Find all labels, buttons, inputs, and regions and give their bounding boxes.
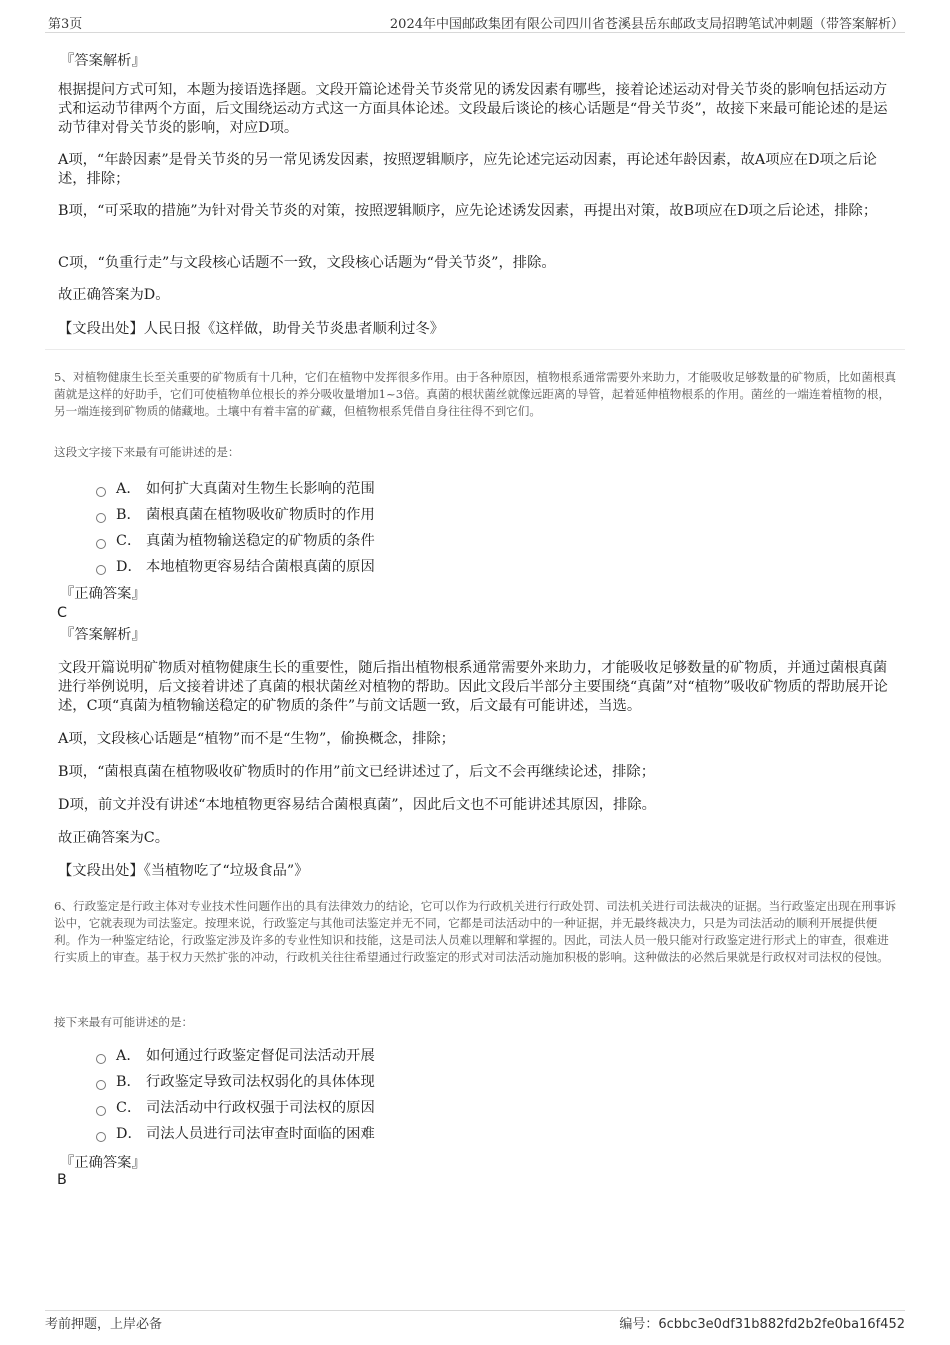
document-title: 2024年中国邮政集团有限公司四川省苍溪县岳东邮政支局招聘笔试冲刺题（带答案解析） — [389, 17, 904, 32]
code-value: 6cbbc3e0df31b882fd2b2fe0ba16f452 — [658, 1317, 905, 1332]
question-5-stem: 5、对植物健康生长至关重要的矿物质有十几种，它们在植物中发挥很多作用。由于各种原因，植物根系通常需要外来助力，才能吸收足够数量的矿物质，比如菌根真菌就是这样的好助手，它们可使植物单位根长的养分吸收量增加1~3倍。真菌的根状菌丝就像远距离的导管，起着延伸植物根系的作用。菌丝的一端连着植物的根，另一端连接到矿物质的储藏地。土壤中有着丰富的矿藏，但植物根系凭借自身往往得不到它们。 — [54, 370, 897, 418]
radio-icon[interactable] — [96, 1080, 106, 1090]
analysis-option-b: B项，“菌根真菌在植物吸收矿物质时的作用”前文已经讲述过了，后文不会再继续论述，排除； — [58, 764, 655, 780]
question-6-stem: 6、行政鉴定是行政主体对专业技术性问题作出的具有法律效力的结论，它可以作为行政机关进行行政处罚、司法机关进行司法裁决的证据。当行政鉴定出现在刑事诉讼中，它就表现为司法鉴定。按理来说，行政鉴定与其他司法鉴定并无不同，它都是司法活动中的一种证据，并无最终裁决力，只是为司法活动的顺利开展提供便利。作为一种鉴定结论，行政鉴定涉及许多的专业性知识和技能，这是司法人员难以理解和掌握的。因此，司法人员一般只能对行政鉴定进行形式上的审查，很难进行实质上的审查。基于权力天然扩张的冲动，行政机关往往希望通过行政鉴定的形式对司法活动施加积极的影响。这种做法的必然后果就是行政权对司法权的侵蚀。 — [54, 899, 897, 964]
radio-icon[interactable] — [96, 1132, 106, 1142]
option-text: 司法活动中行政权强于司法权的原因 — [146, 1100, 375, 1116]
option-letter: D． — [116, 559, 142, 575]
analysis-paragraph: 根据提问方式可知，本题为接语选择题。文段开篇论述骨关节炎常见的诱发因素有哪些，接着论述运动对骨关节炎的影响包括运动方式和运动节律两个方面，后文围绕运动方式这一方面具体论述。文段最后谈论的核心话题是“骨关节炎”，故接下来最可能论述的是运动节律对骨关节炎的影响，对应D项。 — [58, 82, 888, 136]
option-text: 本地植物更容易结合菌根真菌的原因 — [146, 559, 375, 575]
option-letter: A． — [116, 1048, 141, 1064]
q5-option-d[interactable] — [96, 558, 375, 577]
analysis-option-a: A项，文段核心话题是“植物”而不是“生物”，偷换概念，排除； — [58, 731, 455, 747]
page-number: 第3页 — [48, 17, 83, 32]
option-text: 真菌为植物输送稳定的矿物质的条件 — [146, 533, 375, 549]
option-text: 如何扩大真菌对生物生长影响的范围 — [146, 481, 375, 497]
header-divider — [45, 32, 905, 33]
question-5-prompt: 这段文字接下来最有可能讲述的是： — [54, 445, 240, 459]
analysis-option-c: C项，“负重行走”与文段核心话题不一致，文段核心话题为“骨关节炎”，排除。 — [58, 255, 556, 271]
correct-answer: C — [57, 605, 67, 621]
conclusion: 故正确答案为C。 — [58, 830, 170, 846]
option-letter: B． — [116, 1074, 141, 1090]
q6-option-c[interactable] — [96, 1099, 375, 1118]
analysis-option-b: B项，“可采取的措施”为针对骨关节炎的对策，按照逻辑顺序，应先论述诱发因素，再提出对策，故B项应在D项之后论述，排除； — [58, 203, 878, 219]
document-code — [619, 1313, 905, 1332]
source-citation: 【文段出处】人民日报《这样做，助骨关节炎患者顺利过冬》 — [58, 321, 445, 337]
radio-icon[interactable] — [96, 487, 106, 497]
option-letter: D． — [116, 1126, 142, 1142]
analysis-option-a: A项，“年龄因素”是骨关节炎的另一常见诱发因素，按照逻辑顺序，应先论述完运动因素，再论述年龄因素，故A项应在D项之后论述，排除； — [58, 152, 877, 187]
radio-icon[interactable] — [96, 513, 106, 523]
option-letter: A． — [116, 481, 141, 497]
correct-answer: B — [57, 1172, 67, 1188]
radio-icon[interactable] — [96, 539, 106, 549]
q5-option-a[interactable] — [96, 480, 375, 499]
option-text: 行政鉴定导致司法权弱化的具体体现 — [146, 1074, 375, 1090]
q6-option-a[interactable] — [96, 1047, 375, 1066]
option-letter: B． — [116, 507, 141, 523]
q6-option-b[interactable] — [96, 1073, 375, 1092]
question-divider — [45, 349, 905, 350]
option-letter: C． — [116, 533, 142, 549]
q6-option-d[interactable] — [96, 1125, 375, 1144]
analysis-paragraph: 文段开篇说明矿物质对植物健康生长的重要性，随后指出植物根系通常需要外来助力，才能吸收足够数量的矿物质，并通过菌根真菌进行举例说明，后文接着讲述了真菌的根状菌丝对植物的帮助。因此文段后半部分主要围绕“真菌”对“植物”吸收矿物质的帮助展开论述，C项“真菌为植物输送稳定的矿物质的条件”与前文话题一致，后文最有可能讲述，当选。 — [58, 660, 888, 714]
radio-icon[interactable] — [96, 1106, 106, 1116]
analysis-label: 『答案解析』 — [60, 627, 146, 643]
radio-icon[interactable] — [96, 565, 106, 575]
option-text: 如何通过行政鉴定督促司法活动开展 — [146, 1048, 375, 1064]
source-citation: 【文段出处】《当植物吃了“垃圾食品”》 — [58, 863, 309, 879]
answer-label: 『正确答案』 — [60, 586, 146, 602]
radio-icon[interactable] — [96, 1054, 106, 1064]
analysis-option-d: D项，前文并没有讲述“本地植物更容易结合菌根真菌”，因此后文也不可能讲述其原因，排除。 — [58, 797, 656, 813]
code-label: 编号： — [619, 1317, 659, 1332]
q5-option-c[interactable] — [96, 532, 375, 551]
option-letter: C． — [116, 1100, 142, 1116]
q5-option-b[interactable] — [96, 506, 375, 525]
footer-slogan: 考前押题，上岸必备 — [45, 1317, 163, 1332]
option-text: 司法人员进行司法审查时面临的困难 — [146, 1126, 375, 1142]
answer-label: 『正确答案』 — [60, 1155, 146, 1171]
question-6-prompt: 接下来最有可能讲述的是： — [54, 1015, 194, 1029]
footer-divider — [45, 1310, 905, 1311]
option-text: 菌根真菌在植物吸收矿物质时的作用 — [146, 507, 375, 523]
conclusion: 故正确答案为D。 — [58, 287, 170, 303]
analysis-label: 『答案解析』 — [60, 53, 146, 69]
